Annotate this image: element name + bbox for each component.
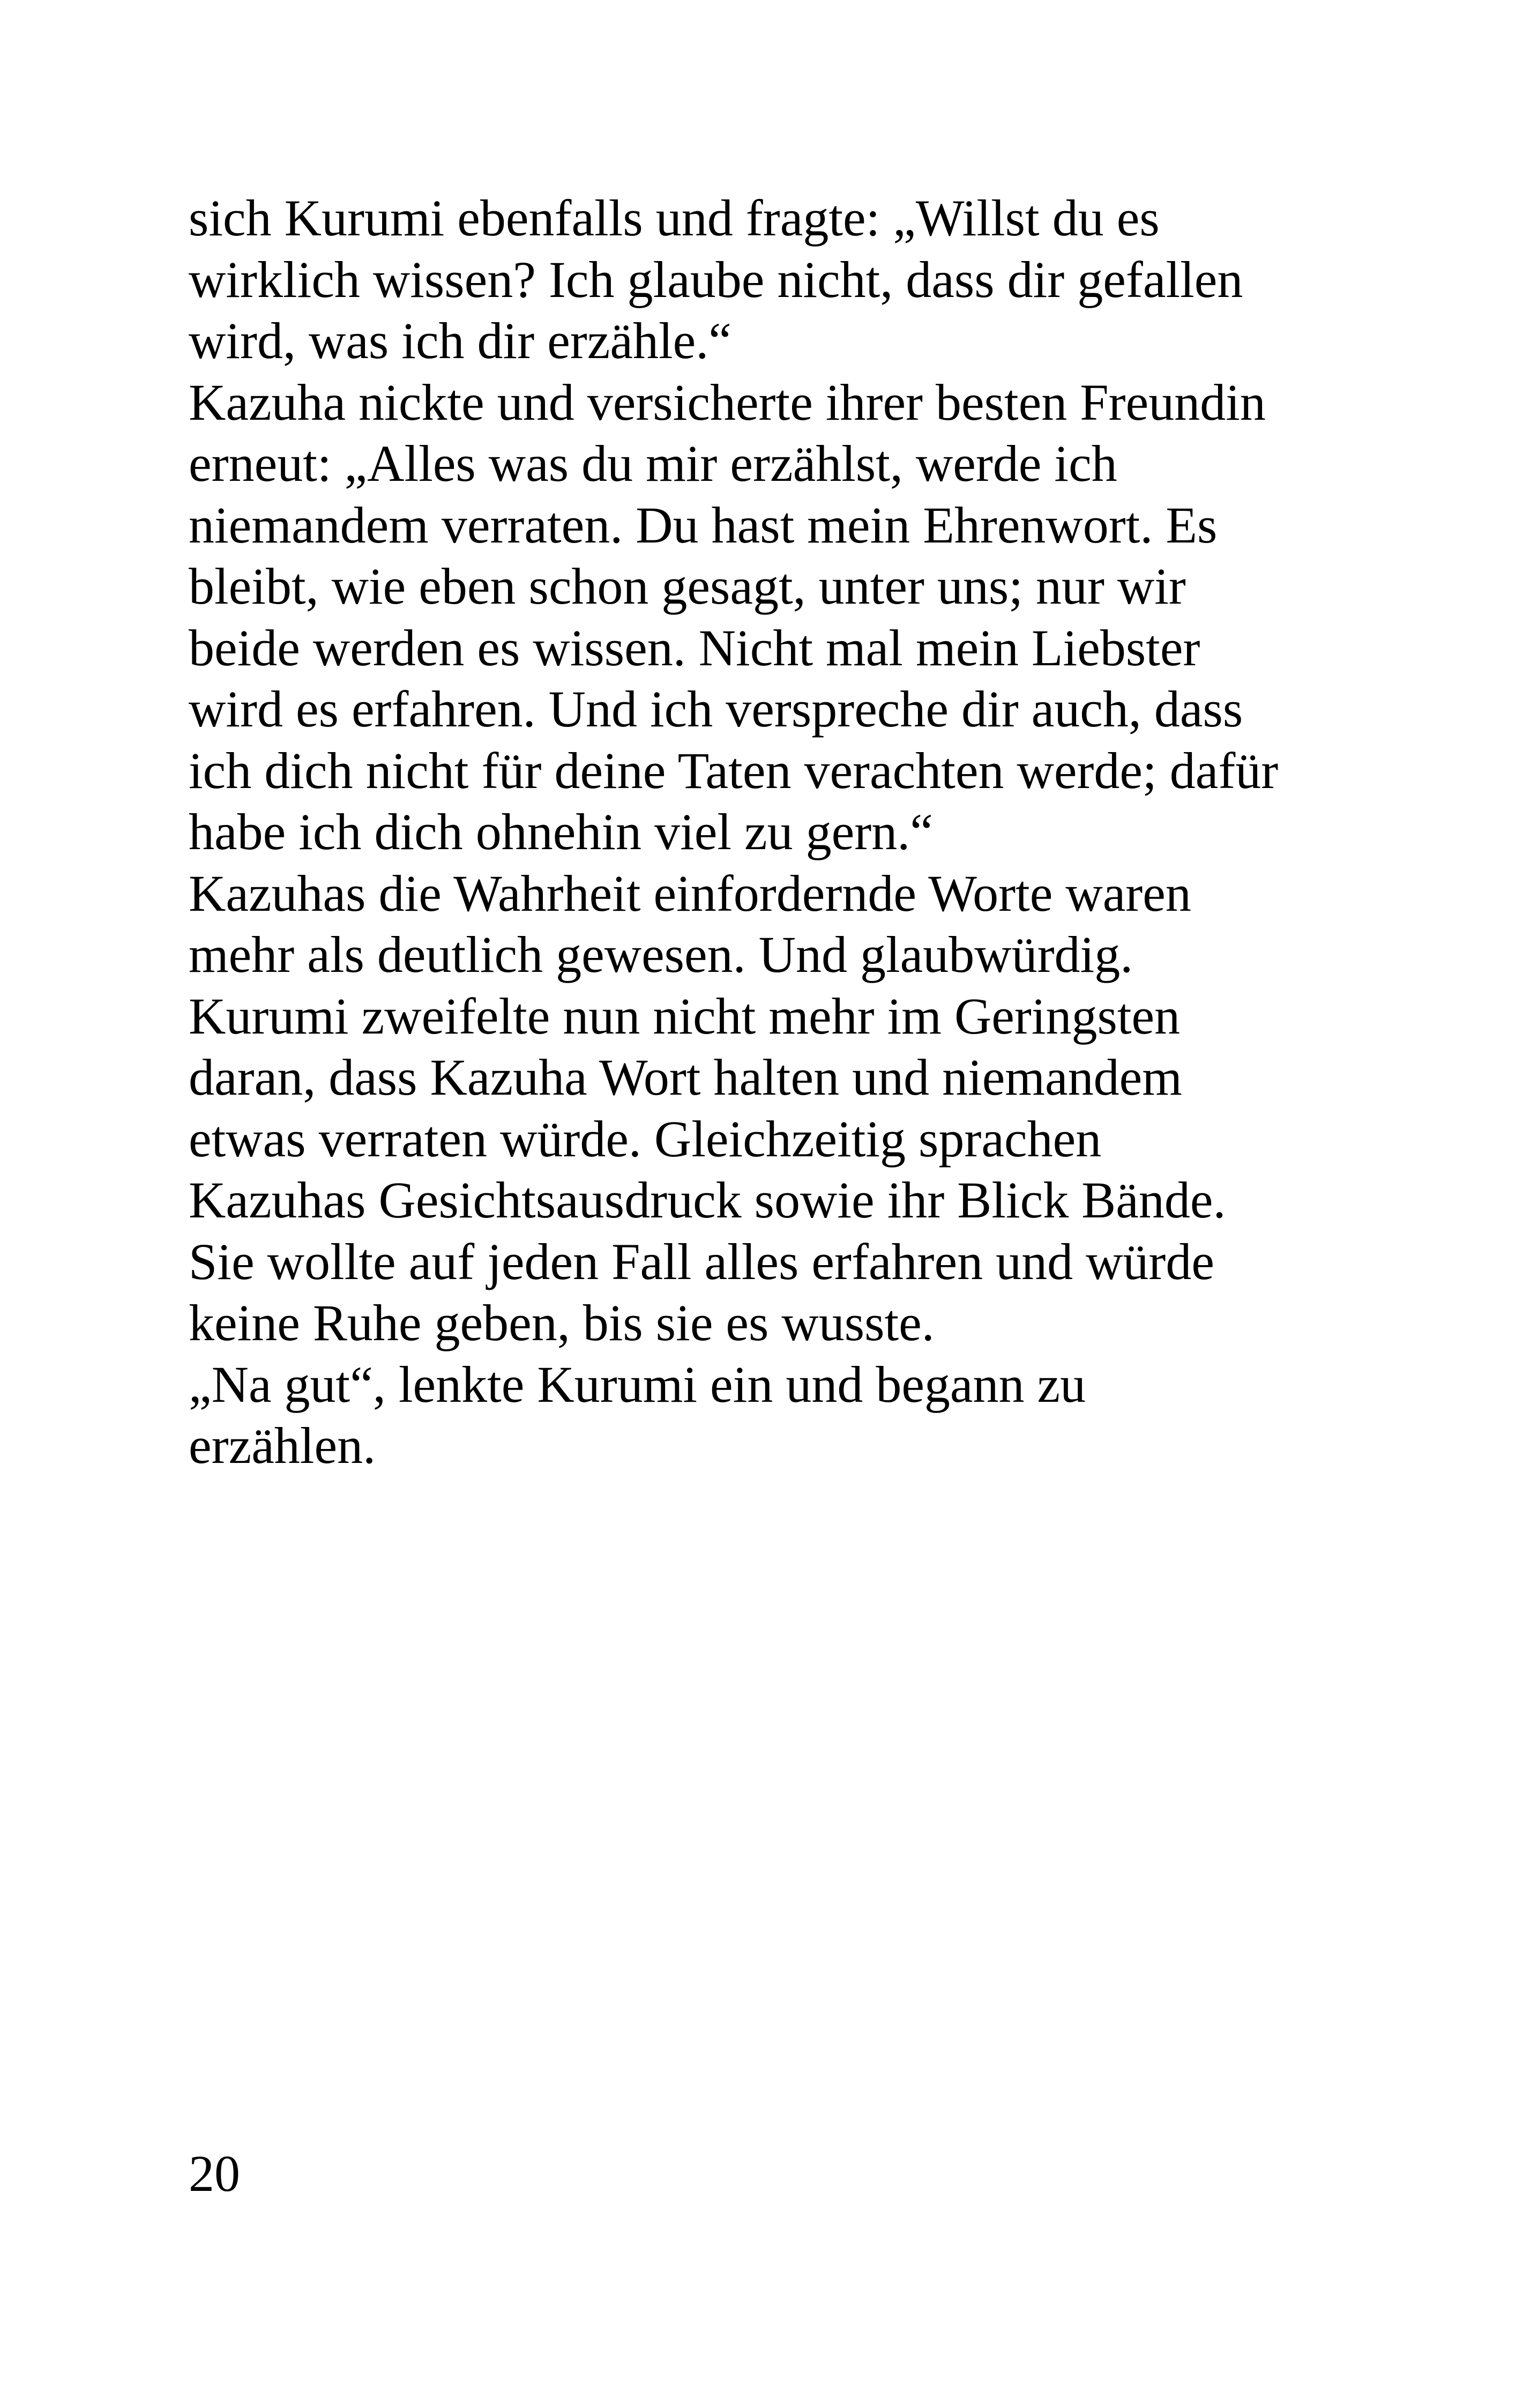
- body-text: [189, 188, 1368, 1477]
- text-line: Kazuha nickte und versicherte ihrer besten Freundin: [189, 373, 1266, 431]
- page-number: 20: [189, 2145, 240, 2202]
- text-line: niemandem verraten. Du hast mein Ehrenwort. Es: [189, 496, 1218, 554]
- text-line: Kurumi zweifelte nun nicht mehr im Geringsten: [189, 987, 1181, 1045]
- text-line: erneut: „Alles was du mir erzählst, werde ich: [189, 435, 1117, 492]
- text-line: ich dich nicht für deine Taten verachten werde; dafür: [189, 741, 1279, 799]
- text-line: Kazuhas die Wahrheit einfordernde Worte waren: [189, 864, 1191, 922]
- text-line: habe ich dich ohnehin viel zu gern.“: [189, 803, 933, 860]
- text-line: Kazuhas Gesichtsausdruck sowie ihr Blick Bände.: [189, 1171, 1226, 1229]
- text-line: Sie wollte auf jeden Fall alles erfahren und würde: [189, 1232, 1214, 1290]
- text-line: daran, dass Kazuha Wort halten und niemandem: [189, 1049, 1182, 1106]
- text-line: sich Kurumi ebenfalls und fragte: „Willst du es: [189, 189, 1160, 247]
- text-line: bleibt, wie eben schon gesagt, unter uns; nur wir: [189, 558, 1186, 615]
- text-line: keine Ruhe geben, bis sie es wusste.: [189, 1294, 935, 1351]
- text-line: erzählen.: [189, 1417, 376, 1474]
- text-line: wird es erfahren. Und ich verspreche dir auch, dass: [189, 680, 1243, 738]
- text-line: mehr als deutlich gewesen. Und glaubwürdig.: [189, 926, 1133, 983]
- text-line: „Na gut“, lenkte Kurumi ein und begann zu: [189, 1355, 1086, 1413]
- text-line: wird, was ich dir erzähle.“: [189, 312, 731, 369]
- text-line: beide werden es wissen. Nicht mal mein Liebster: [189, 619, 1200, 677]
- text-line: wirklich wissen? Ich glaube nicht, dass dir gefallen: [189, 250, 1243, 308]
- text-line: etwas verraten würde. Gleichzeitig sprachen: [189, 1110, 1102, 1168]
